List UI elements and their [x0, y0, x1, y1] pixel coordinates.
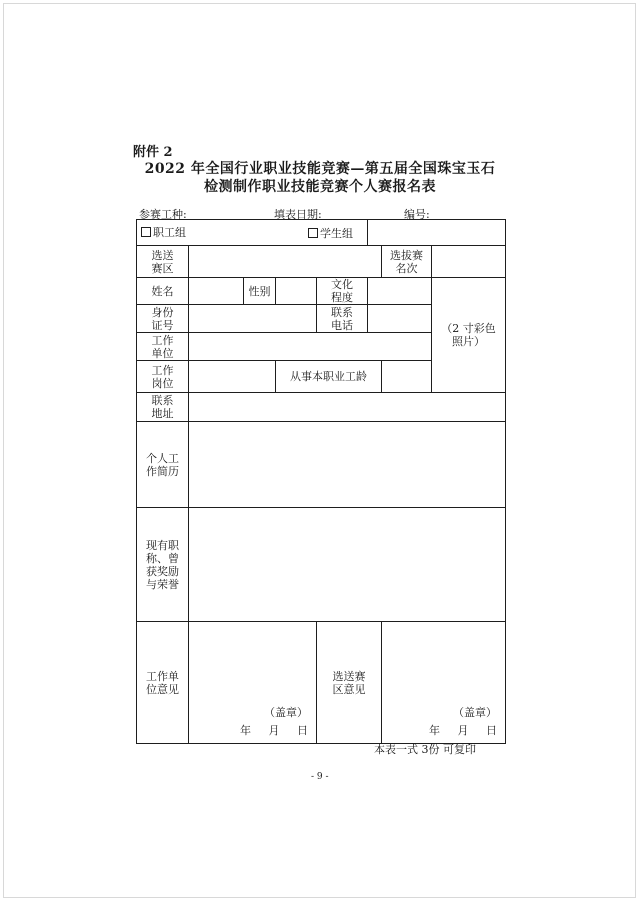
phone-label: 联系 电话: [317, 305, 368, 333]
employer-opinion-value[interactable]: [189, 622, 317, 744]
photo-box: [432, 278, 506, 393]
student-group-label: 学生组: [320, 227, 353, 240]
employer-seal-label: （盖章）: [264, 706, 308, 719]
division-opinion-value[interactable]: [382, 622, 506, 744]
employer-value[interactable]: [189, 333, 432, 361]
form-title-line1: 2022 年全国行业职业技能竞赛—第五届全国珠宝玉石: [144, 161, 496, 177]
id-number-value[interactable]: [189, 305, 317, 333]
resume-value[interactable]: [189, 422, 506, 508]
honors-label: 现有职 称、曾 获奖励 与荣誉: [137, 508, 189, 622]
address-label: 联系 地址: [137, 393, 189, 422]
rank-label: 选拔赛 名次: [382, 246, 432, 278]
name-label: 姓名: [137, 278, 189, 305]
gender-value[interactable]: [276, 278, 317, 305]
division-opinion-label: 选送赛 区意见: [317, 622, 382, 744]
employer-date-label: 年 月 日: [240, 724, 308, 737]
id-number-label: 身份 证号: [137, 305, 189, 333]
form-title-line2: 检测制作职业技能竞赛个人赛报名表: [204, 179, 436, 195]
fill-date-label: 填表日期:: [274, 208, 322, 221]
division-seal-label: （盖章）: [453, 706, 498, 719]
honors-value[interactable]: [189, 508, 506, 622]
employer-label: 工作 单位: [137, 333, 189, 361]
number-label: 编号:: [404, 208, 430, 221]
staff-group-checkbox[interactable]: [141, 227, 151, 237]
trade-label: 参赛工种:: [139, 208, 187, 221]
registration-table: [136, 219, 506, 744]
page-number: - 9 -: [311, 772, 329, 782]
education-value[interactable]: [368, 278, 432, 305]
student-group-checkbox[interactable]: [308, 228, 318, 238]
resume-label: 个人工 作简历: [137, 422, 189, 508]
staff-group-label: 职工组: [153, 226, 186, 239]
gender-label: 性别: [244, 278, 276, 305]
attachment-label: 附件 2: [133, 145, 173, 160]
rank-value[interactable]: [432, 246, 506, 278]
copy-note: 本表一式 3份 可复印: [374, 743, 476, 756]
years-value[interactable]: [382, 361, 432, 393]
position-label: 工作 岗位: [137, 361, 189, 393]
education-label: 文化 程度: [317, 278, 368, 305]
position-value[interactable]: [189, 361, 276, 393]
student-group-option[interactable]: [320, 220, 506, 246]
employer-opinion-label: 工作单 位意见: [137, 622, 189, 744]
division-date-label: 年 月 日: [429, 724, 498, 737]
division-label: 选送 赛区: [137, 246, 189, 278]
phone-value[interactable]: [368, 305, 432, 333]
address-value[interactable]: [189, 393, 506, 422]
division-value[interactable]: [189, 246, 382, 278]
years-label: 从事本职业工龄: [276, 361, 382, 393]
photo-placeholder: （2 寸彩色 照片）: [441, 322, 496, 348]
name-value[interactable]: [189, 278, 244, 305]
